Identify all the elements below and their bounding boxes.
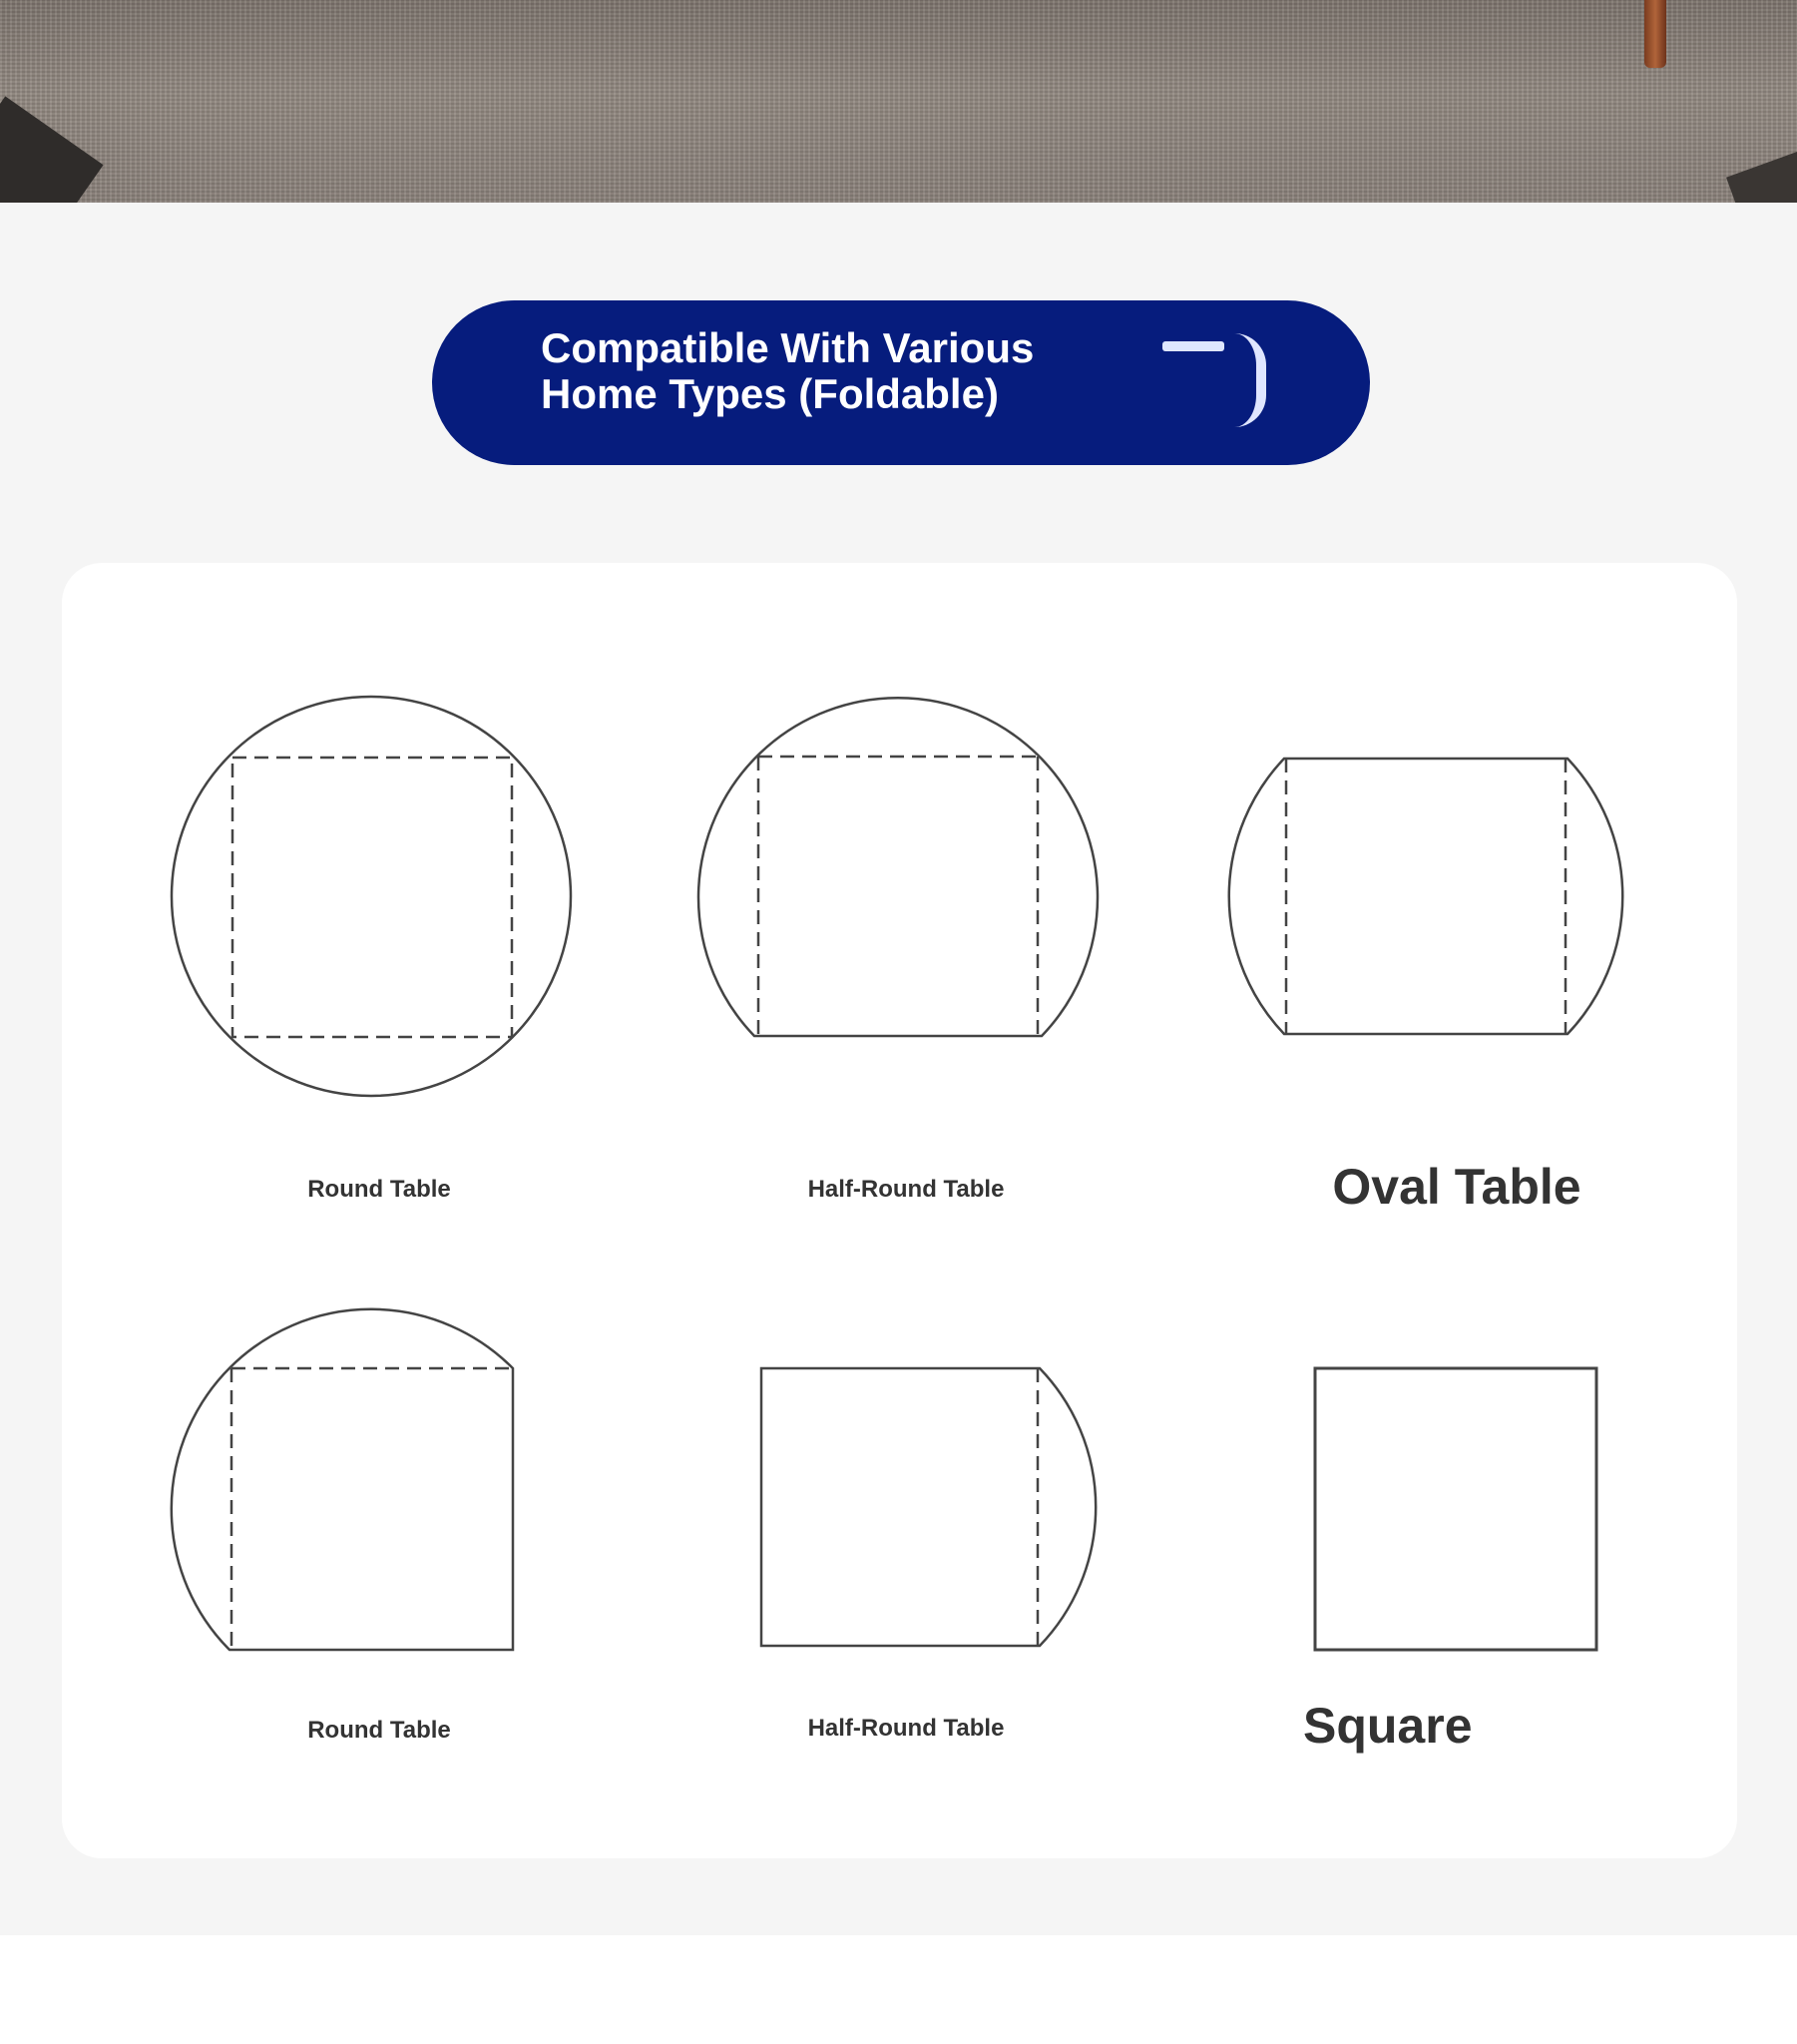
round-table-icon xyxy=(162,687,581,1106)
shape-label-square: Square xyxy=(1303,1698,1473,1754)
table-corner-shadow xyxy=(0,96,104,203)
shape-label-oval-table: Oval Table xyxy=(1332,1159,1581,1215)
wooden-chair-leg xyxy=(1644,0,1666,68)
half-round-table-alt-icon xyxy=(688,1298,1108,1718)
shape-label-half-round-table-2: Half-Round Table xyxy=(807,1715,1005,1742)
table-corner-shadow-right xyxy=(1726,147,1797,203)
oval-table-icon xyxy=(1216,687,1635,1106)
page-footer-space xyxy=(0,1935,1797,2044)
page-title: Compatible With Various Home Types (Foldable) xyxy=(541,324,1035,417)
half-round-table-icon xyxy=(688,687,1108,1106)
shape-label-round-table: Round Table xyxy=(307,1176,451,1203)
shape-label-round-table-2: Round Table xyxy=(307,1717,451,1744)
square-table-icon xyxy=(1246,1298,1665,1718)
carpet-photo xyxy=(0,0,1797,203)
round-table-alt-icon xyxy=(162,1298,581,1718)
shape-label-half-round-table: Half-Round Table xyxy=(807,1176,1005,1203)
banner-decoration-dash xyxy=(1162,341,1224,351)
